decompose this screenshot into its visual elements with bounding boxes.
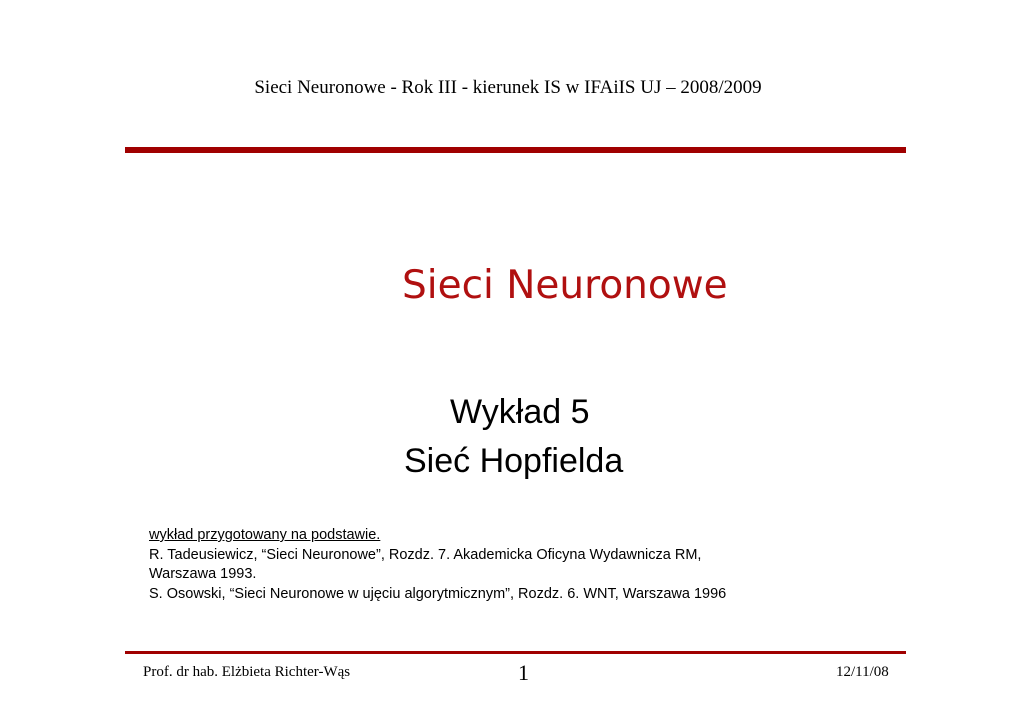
header-title: Sieci Neuronowe - Rok III - kierunek IS w IFAiIS UJ – 2008/2009 <box>254 77 762 98</box>
slide-title: Sieci Neuronowe <box>402 263 728 308</box>
bottom-divider <box>125 651 906 654</box>
footer-date: 12/11/08 <box>836 664 889 680</box>
lecture-number: Wykład 5 <box>450 393 590 431</box>
reference-line: R. Tadeusiewicz, “Sieci Neuronowe”, Rozdz. 7. Akademicka Oficyna Wydawnicza RM, <box>149 546 702 563</box>
reference-line: Warszawa 1993. <box>149 566 257 582</box>
page-number: 1 <box>518 660 529 685</box>
reference-line: S. Osowski, “Sieci Neuronowe w ujęciu algorytmicznym”, Rozdz. 6. WNT, Warszawa 1996 <box>149 585 727 602</box>
references-block <box>149 526 869 604</box>
top-divider <box>125 147 906 153</box>
lecture-topic: Sieć Hopfielda <box>404 442 624 480</box>
references-intro: wykład przygotowany na podstawie. <box>149 527 381 543</box>
footer-author: Prof. dr hab. Elżbieta Richter-Wąs <box>143 664 351 680</box>
